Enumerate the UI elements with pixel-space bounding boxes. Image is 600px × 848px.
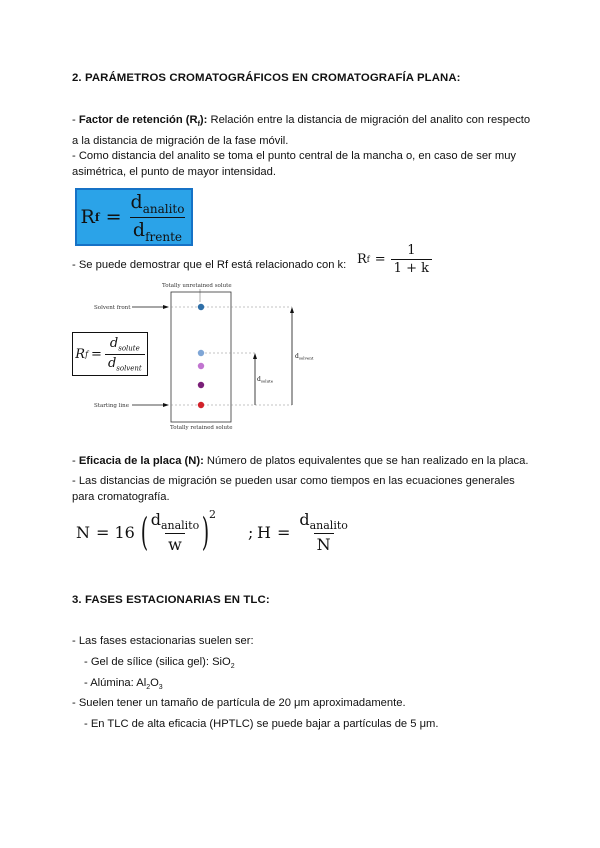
spot-solute	[198, 350, 204, 356]
spot-violet	[198, 363, 204, 369]
section-2-heading: 2. PARÁMETROS CROMATOGRÁFICOS EN CROMATOGRAFÍA PLANA:	[72, 72, 461, 84]
silica-gel-item: - Gel de sílice (silica gel): SiO$_2$	[84, 656, 235, 671]
rf-formula-box: R f = $\frac{d_{analito}}{d_{frente}}$	[75, 188, 193, 246]
particle-size-note: - Suelen tener un tamaño de partícula de 20 μm aproximadamente.	[72, 697, 406, 709]
solvent-front-arrowhead	[163, 305, 169, 309]
right-paren: )	[201, 510, 210, 554]
d-solvent-arrowhead	[290, 307, 294, 313]
n-formula: N = 16 ( $\frac{d_{analito}}{w}$ ) $^2$ ;	[76, 508, 254, 555]
spot-purple	[198, 382, 204, 388]
spot-unretained	[198, 304, 204, 310]
rf-label: Factor de retención $(R_f)$:	[78, 114, 208, 129]
d-solute-label: $d_{solute}$	[257, 376, 274, 384]
bottom-label: Totally retained solute	[170, 425, 233, 431]
left-paren: (	[140, 510, 148, 554]
alumina-item: - Alúmina: $Al_2O_3$	[84, 677, 163, 692]
starting-line-label: Starting line	[94, 403, 129, 409]
h-formula: H = $\frac{d_{analito}}{N}$	[257, 509, 348, 555]
starting-line-arrowhead	[163, 403, 169, 407]
migration-distances-note: - Las distancias de migración se pueden usar como tiempos en las ecuaciones generales para cromatografía.	[72, 475, 515, 503]
section-3-heading: 3. FASES ESTACIONARIAS EN TLC:	[72, 594, 270, 606]
d-solute-arrowhead	[253, 353, 257, 359]
solvent-front-label: Solvent front	[94, 305, 131, 311]
top-label: Totally unretained solute	[162, 283, 232, 289]
stationary-phases-intro: - Las fases estacionarias suelen ser:	[72, 635, 254, 647]
rf-definition: - Factor de retención $(R_f)$: Relación entre la distancia de migración del analito con respecto a la distancia de migración de la fase móvil.	[72, 114, 531, 148]
plate-efficiency: - Eficacia de la placa (N): Número de platos equivalentes que se han realizado en la placa.	[72, 455, 529, 467]
diagram-rf-formula: R f = $\frac{d_{solute}}{d_{solvent}}$	[72, 332, 148, 376]
rf-k-formula: R f = $\frac{1}{1 + k}$	[357, 243, 432, 276]
analyte-distance-note: - Como distancia del analito se toma el punto central de la mancha o, en caso de ser muy asimétrica, el punto de mayor intensidad.	[72, 150, 517, 178]
spot-retained	[198, 402, 204, 408]
hptlc-note: - En TLC de alta eficacia (HPTLC) se puede bajar a partículas de 5 μm.	[84, 718, 439, 730]
d-solvent-label: $d_{solvent}$	[295, 353, 314, 361]
k-relation-text: - Se puede demostrar que el Rf está relacionado con k:	[72, 259, 347, 271]
